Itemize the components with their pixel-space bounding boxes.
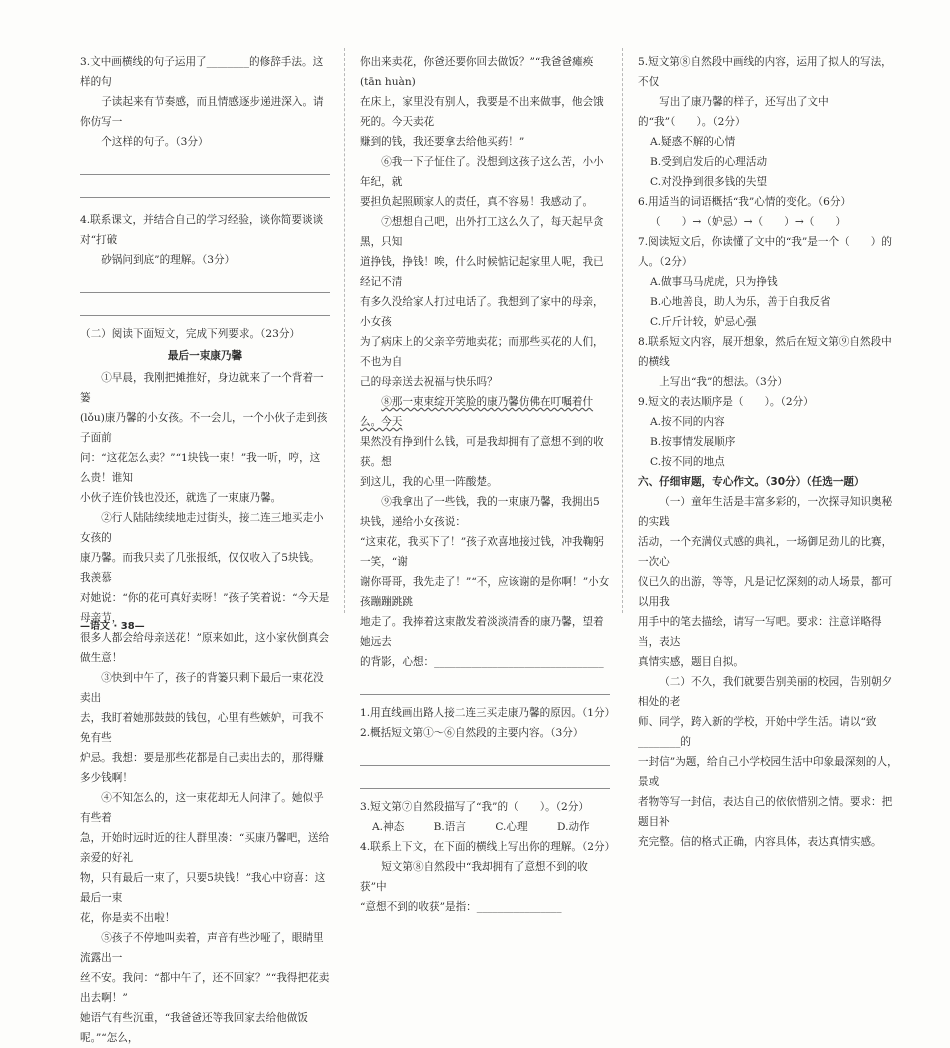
passage-title: 最后一束康乃馨 [167, 350, 243, 362]
question-4-line: 砂锅问到底”的理解。（3分） [101, 254, 236, 266]
column-1 [80, 52, 330, 1048]
passage-line: 要担负起照顾家人的责任，真不容易！我感动了。 [360, 196, 594, 208]
passage-line: 丝不安。我问：“都中午了，还不回家？”“我得把花卖出去啊！” [80, 972, 330, 1004]
answer-line[interactable] [80, 272, 330, 293]
passage-line: 很多人都会给母亲送花！”原来如此，这小家伙倒真会做生意！ [80, 632, 330, 664]
question-3: 3.短文第⑦自然段描写了“我”的（ ）。（2分） [360, 801, 589, 813]
question-2: 2.概括短文第①～⑥自然段的主要内容。（3分） [360, 727, 584, 739]
question-4-body: 短文第⑧自然段中“我却拥有了意想不到的收获”中 [360, 861, 588, 893]
question-3-line: 3.文中画横线的句子运用了________的修辞手法。这样的句 [80, 56, 324, 88]
passage-line: ⑨我拿出了一些钱，我的一束康乃馨，我拥出5块钱，递给小女孩说： [360, 496, 600, 528]
option-b[interactable]: B.受到启发后的心理活动 [650, 156, 768, 168]
passage-line: 己的母亲送去祝福与快乐吗？ [360, 376, 498, 388]
passage-line: 急，开始时远时近的往人群里凑：“买康乃馨吧，送给亲爱的好礼 [80, 832, 330, 864]
option-a[interactable]: A.做事马马虎虎，只为挣钱 [650, 276, 778, 288]
essay-1-line: （一）童年生活是丰富多彩的，一次探寻知识奥秘的实践 [638, 496, 893, 528]
column-2 [360, 52, 616, 917]
column-divider-right [622, 48, 623, 613]
answer-line[interactable] [80, 295, 330, 316]
passage-line: 小伙子连价钱也没还，就选了一束康乃馨。 [80, 492, 282, 504]
essay-1-line: 仪已久的出游，等等，凡是记忆深刻的动人场景，都可以用我 [638, 576, 893, 608]
essay-2-line: 者物等写一封信，表达自己的依依惜别之情。要求：把题目补 [638, 796, 893, 828]
passage-line: 问：“这花怎么卖？”“1块钱一束！”我一听，哼，这么贵！谁知 [80, 452, 321, 484]
answer-line[interactable] [80, 177, 330, 198]
passage-line: 对她说：“你的花可真好卖呀！”孩子笑着说：“今天是母亲节， [80, 592, 330, 624]
passage-line: 赚到的钱，我还要拿去给他买药！” [360, 136, 525, 148]
answer-line[interactable] [360, 768, 610, 789]
option-d[interactable]: D.动作 [556, 821, 590, 833]
section-2-heading: （二）阅读下面短文，完成下列要求。（23分） [80, 328, 301, 340]
question-7: 7.阅读短文后，你读懂了文中的“我”是一个（ ）的人。（2分） [638, 236, 892, 268]
passage-line: 你出来卖花，你爸还要你回去做饭？”“我爸爸瘫痪(tān huàn) [360, 56, 594, 88]
option-c[interactable]: C.斤斤计较，妒忌心强 [650, 316, 757, 328]
option-b[interactable]: B.心地善良，助人为乐，善于自我反省 [650, 296, 831, 308]
question-5-line: 写出了康乃馨的样子，还写出了文中的“我”（ ）。（2分） [638, 96, 829, 128]
passage-line: ④不知怎么的，这一束花却无人问津了。她似乎有些着 [80, 792, 324, 824]
passage-line-underlined: ⑧那一束束绽开笑脸的康乃馨仿佛在叮嘱着什么。今天 [360, 396, 594, 428]
essay-2-line: （二）不久，我们就要告别美丽的校园，告别朝夕相处的老 [638, 676, 893, 708]
passage-line: ⑥我一下子怔住了。没想到这孩子这么苦，小小年纪，就 [360, 156, 604, 188]
passage-line: ①早晨，我刚把摊推好，身边就来了一个背着一篓 [80, 372, 324, 404]
essay-1-line: 真情实感，题目自拟。 [638, 656, 744, 668]
passage-line: 果然没有挣到什么钱，可是我却拥有了意想不到的收获。想 [360, 436, 604, 468]
essay-1-line: 用手中的笔去描绘，请写一写吧。要求：注意详略得当，表达 [638, 616, 882, 648]
section-6-heading: 六、仔细审题，专心作文。（30分）（任选一题） [638, 476, 865, 488]
option-c[interactable]: C.心理 [495, 821, 528, 833]
question-4: 4.联系上下文，在下面的横线上写出你的理解。（2分） [360, 841, 616, 853]
passage-line: 有多久没给家人打过电话了。我想到了家中的母亲，小女孩 [360, 296, 604, 328]
essay-2-line: 充完整。信的格式正确，内容具体，表达真情实感。 [638, 836, 882, 848]
question-3-line: 个这样的句子。（3分） [101, 136, 209, 148]
passage-line: 康乃馨。而我只卖了几张报纸，仅仅收入了5块钱。我羡慕 [80, 552, 320, 584]
passage-line: (lǒu)康乃馨的小女孩。不一会儿，一个小伙子走到孩子面前 [80, 412, 328, 444]
question-4-body: “意想不到的收获”是指：________________ [360, 901, 562, 913]
option-b[interactable]: B.语言 [433, 821, 466, 833]
answer-line[interactable] [360, 745, 610, 766]
question-1: 1.用直线画出路人接二连三买走康乃馨的原因。（1分） [360, 707, 616, 719]
passage-line: 道挣钱，挣钱！唉，什么时候惦记起家里人呢，我已经记不清 [360, 256, 604, 288]
page-footer: —语文 · 38— [80, 621, 145, 632]
question-3-line: 子读起来有节奏感，而且情感逐步递进深入。请你仿写一 [80, 96, 324, 128]
option-c[interactable]: C.对没挣到很多钱的失望 [650, 176, 768, 188]
question-3-options [360, 817, 610, 837]
passage-line: 在床上，家里没有别人，我要是不出来做事，他会饿死的。今天卖花 [360, 96, 604, 128]
option-a[interactable]: A.按不同的内容 [650, 416, 725, 428]
passage-line: 物，只有最后一束了，只要5块钱！”我心中窃喜：这最后一束 [80, 872, 326, 904]
passage-line: ②行人陆陆续续地走过街头，接二连三地买走小女孩的 [80, 512, 324, 544]
passage-line: 的背影，心想：________________________________ [360, 656, 604, 668]
option-c[interactable]: C.按不同的地点 [650, 456, 725, 468]
essay-2-line: 一封信”为题，给自己小学校园生活中印象最深刻的人，景或 [638, 756, 898, 788]
passage-line: ⑤孩子不停地叫卖着，声音有些沙哑了，眼睛里流露出一 [80, 932, 324, 964]
passage-line: 她语气有些沉重，“我爸爸还等我回家去给他做饭呢。”“怎么， [80, 1012, 308, 1044]
question-4-line: 4.联系课文，并结合自己的学习经验，谈你简要谈谈对“打破 [80, 214, 324, 246]
passage-line: “这束花，我买下了！”孩子欢喜地接过钱，冲我鞠躬一笑，“谢 [360, 536, 604, 568]
answer-line[interactable] [360, 674, 610, 695]
emotion-chain[interactable]: （ ）→（妒忌）→（ ）→（ ） [650, 216, 847, 228]
essay-2-line: 师、同学，跨入新的学校，开始中学生活。请以“致________的 [638, 716, 877, 748]
question-8-line: 上写出“我”的想法。（3分） [659, 376, 788, 388]
option-b[interactable]: B.按事情发展顺序 [650, 436, 736, 448]
passage-line: 谢你哥哥，我先走了！”“不，应该谢的是你啊！”小女孩蹦蹦跳跳 [360, 576, 610, 608]
question-9: 9.短文的表达顺序是（ ）。（2分） [638, 396, 814, 408]
passage-line: 地走了。我捧着这束散发着淡淡清香的康乃馨，望着她远去 [360, 616, 604, 648]
question-6: 6.用适当的词语概括“我”心情的变化。（6分） [638, 196, 852, 208]
passage-line: 去，我盯着她那鼓鼓的钱包，心里有些嫉妒，可我不免有些 [80, 712, 324, 744]
option-a[interactable]: A.神态 [372, 821, 405, 833]
option-a[interactable]: A.疑惑不解的心情 [650, 136, 736, 148]
passage-line: 花，你是卖不出啦！ [80, 912, 176, 924]
question-5-line: 5.短文第⑧自然段中画线的内容，运用了拟人的写法，不仅 [638, 56, 892, 88]
passage-line: 到这儿，我的心里一阵酸楚。 [360, 476, 498, 488]
passage-line: 为了病床上的父亲辛劳地卖花；而那些买花的人们，不也为自 [360, 336, 604, 368]
question-8-line: 8.联系短文内容，展开想象，然后在短文第⑨自然段中的横线 [638, 336, 892, 368]
passage-line: ③快到中午了，孩子的背篓只剩下最后一束花没卖出 [80, 672, 324, 704]
essay-1-line: 活动，一个充满仪式感的典礼，一场御足劲儿的比赛，一次心 [638, 536, 893, 568]
column-3 [638, 52, 900, 852]
column-divider-left [344, 48, 345, 613]
answer-line[interactable] [80, 154, 330, 175]
passage-line: 炉忌。我想：要是那些花都是自己卖出去的，那得赚多少钱啊！ [80, 752, 324, 784]
passage-line: ⑦想想自己吧，出外打工这么久了，每天起早贪黑，只知 [360, 216, 604, 248]
